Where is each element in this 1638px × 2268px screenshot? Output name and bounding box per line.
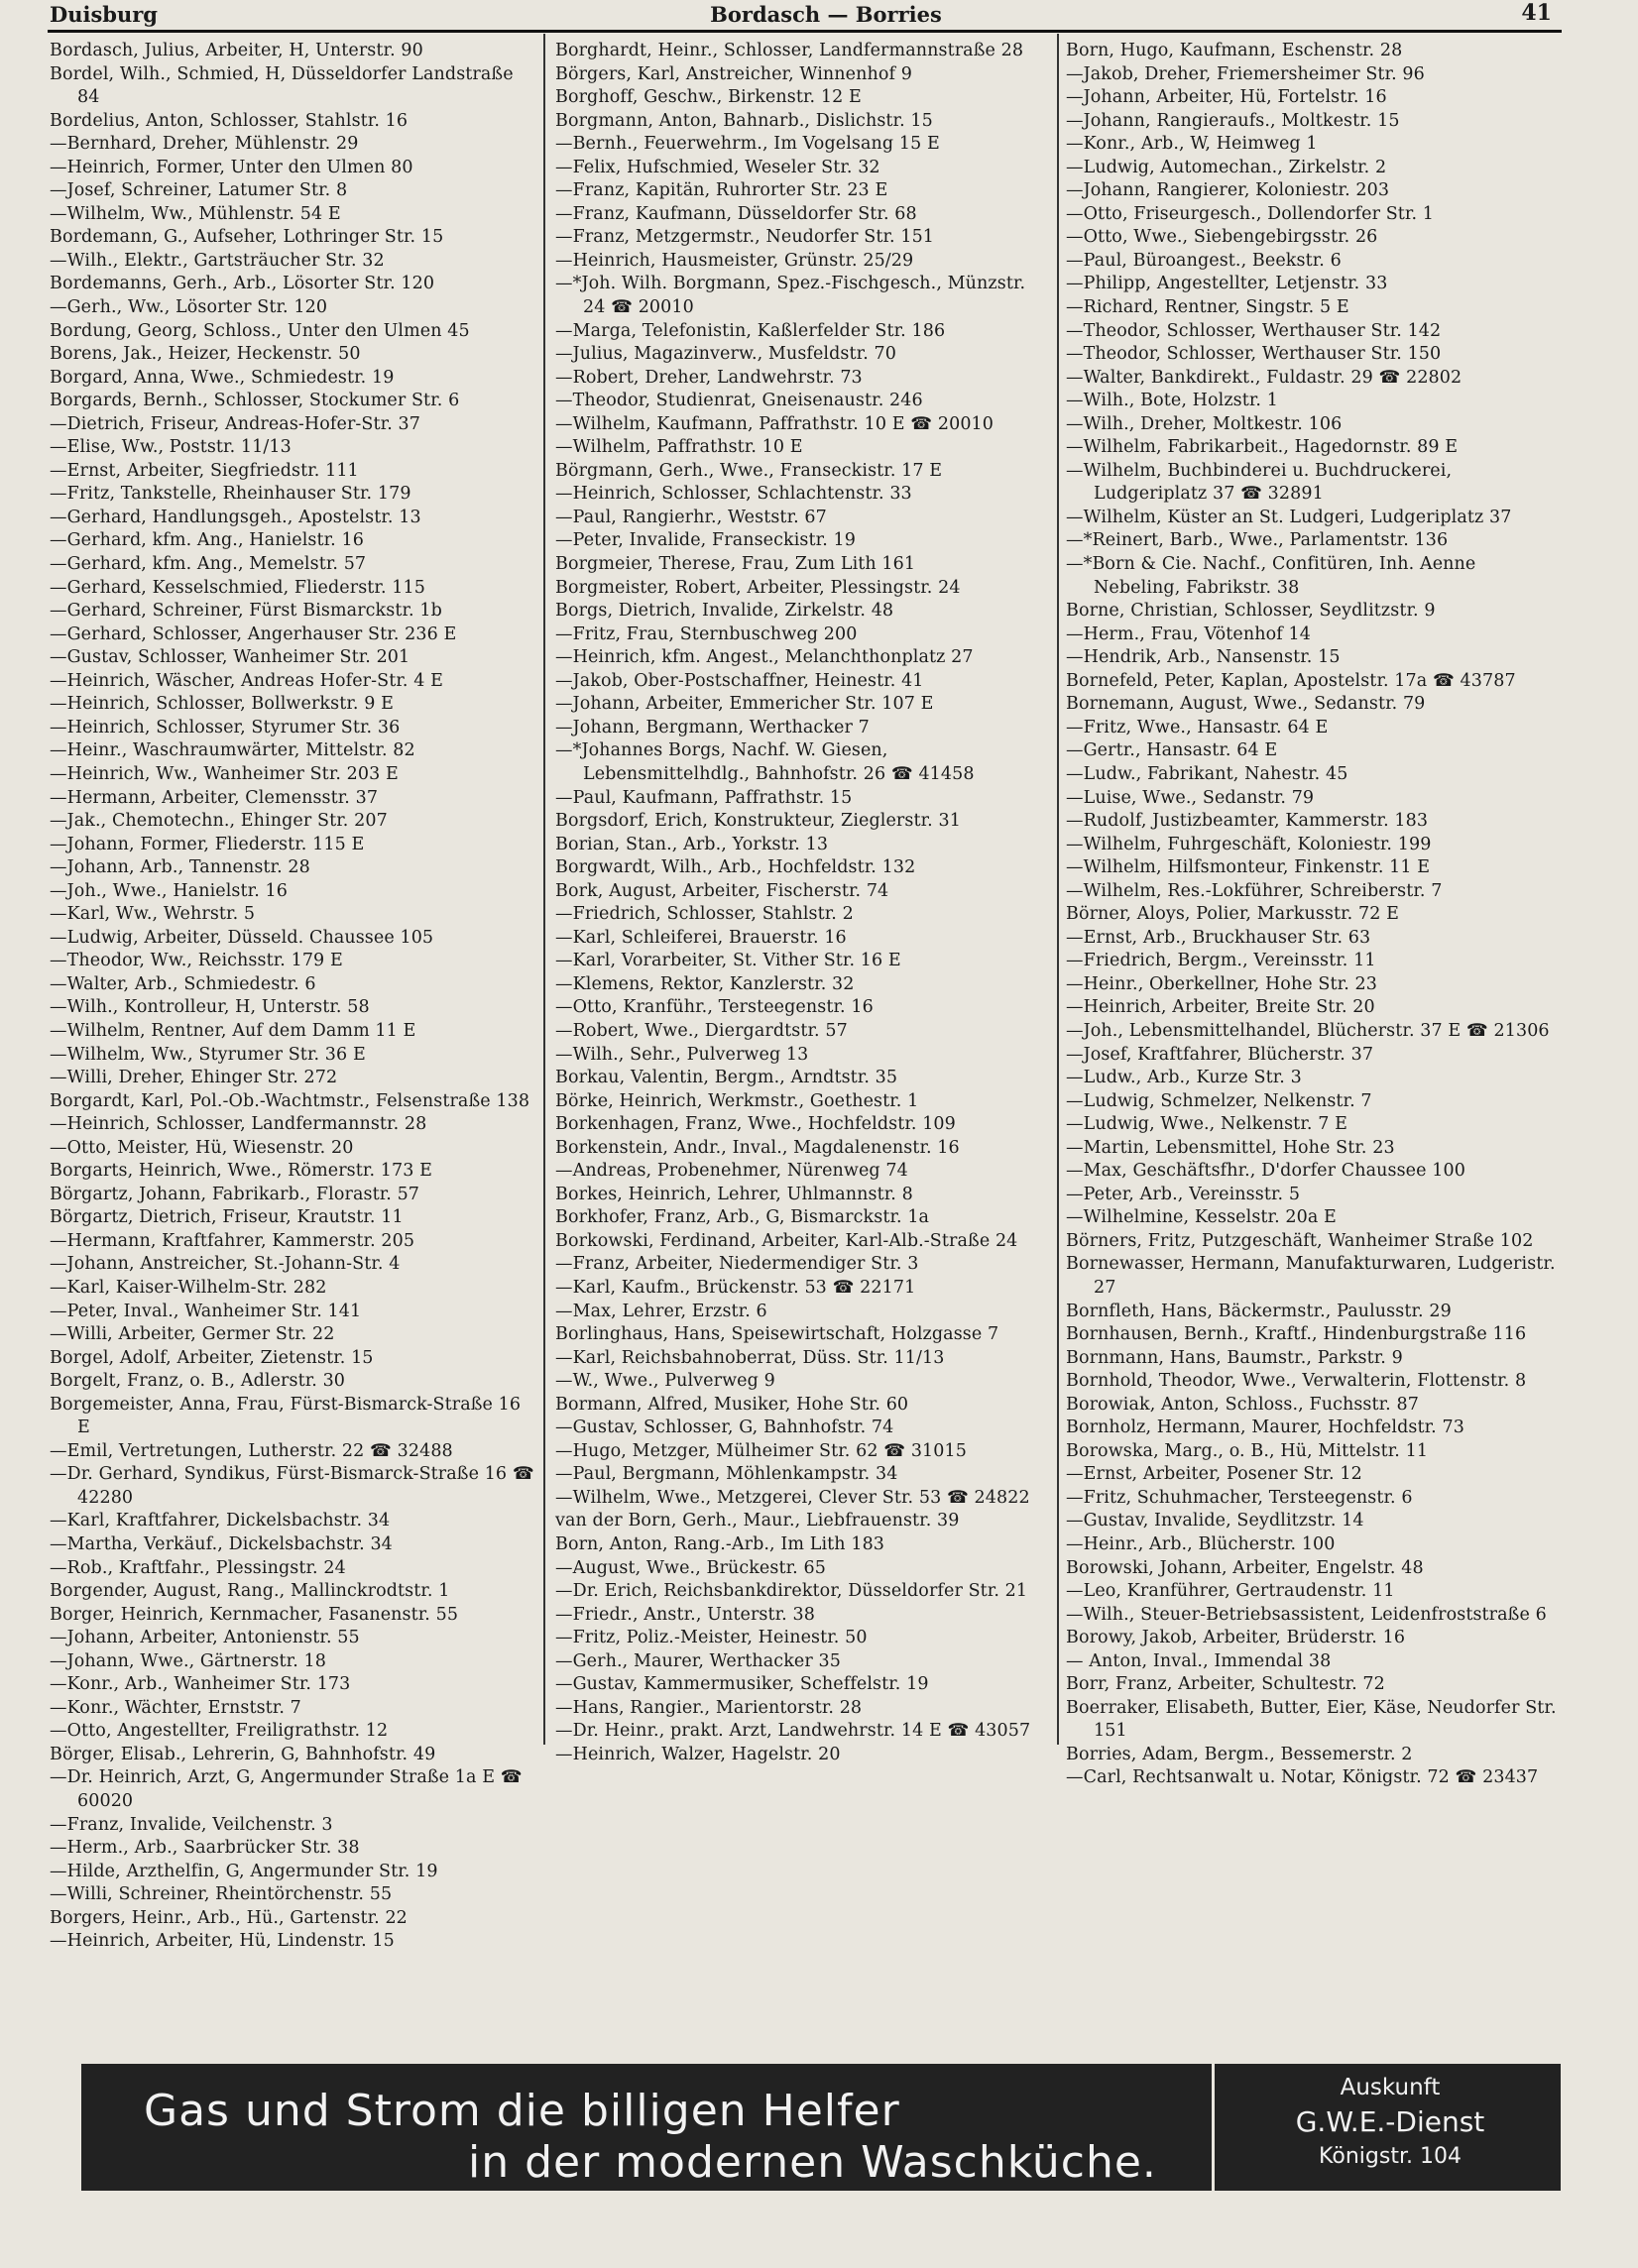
directory-entry: Borlinghaus, Hans, Speisewirtschaft, Holzgasse 7 <box>555 1324 999 1345</box>
ad-info-service: G.W.E.-Dienst <box>1295 2105 1485 2138</box>
header-rule <box>48 30 1562 33</box>
directory-entry: —Heinr., Oberkellner, Hohe Str. 23 <box>1066 973 1377 994</box>
column-2 <box>555 40 1051 1764</box>
directory-entry: —Willi, Schreiner, Rheintörchenstr. 55 <box>50 1884 393 1905</box>
directory-entry: Borger, Heinrich, Kernmacher, Fasanenstr. 55 <box>50 1604 459 1625</box>
directory-entry: Borgemeister, Anna, Frau, Fürst-Bismarck-Straße 16 E <box>50 1394 522 1438</box>
ad-slogan-line-1: Gas und Strom die billigen Helfer <box>144 2086 900 2136</box>
header-name-range: Bordasch — Borries <box>710 2 942 27</box>
directory-entry: —Gerhard, Schreiner, Fürst Bismarckstr. 1b <box>50 601 442 622</box>
directory-entry: —Joh., Wwe., Hanielstr. 16 <box>50 880 288 901</box>
directory-entry: Borgard, Anna, Wwe., Schmiedestr. 19 <box>50 367 395 388</box>
directory-entry: —Karl, Reichsbahnoberrat, Düss. Str. 11/13 <box>555 1347 945 1368</box>
directory-entry: —Herm., Frau, Vötenhof 14 <box>1066 624 1311 644</box>
directory-entry: —Theodor, Ww., Reichsstr. 179 E <box>50 951 343 971</box>
directory-entry: —Johann, Rangieraufs., Moltkestr. 15 <box>1066 110 1400 131</box>
directory-entry: —Felix, Hufschmied, Weseler Str. 32 <box>555 157 880 177</box>
directory-entry: —Carl, Rechtsanwalt u. Notar, Königstr. 72 ☎ 23437 <box>1066 1767 1539 1788</box>
directory-entry: —Wilhelm, Res.-Lokführer, Schreiberstr. 7 <box>1066 880 1443 901</box>
directory-entry: —Marga, Telefonistin, Kaßlerfelder Str. 186 <box>555 320 946 341</box>
directory-entry: Börger, Elisab., Lehrerin, G, Bahnhofstr. 49 <box>50 1744 436 1764</box>
directory-entry: —Bernh., Feuerwehrm., Im Vogelsang 15 E <box>555 134 940 155</box>
column-divider <box>543 34 545 1745</box>
directory-entry: —Karl, Kaiser-Wilhelm-Str. 282 <box>50 1277 327 1298</box>
directory-entry: —Philipp, Angestellter, Letjenstr. 33 <box>1066 274 1388 294</box>
directory-entry: Bornhausen, Bernh., Kraftf., Hindenburgstraße 116 <box>1066 1324 1527 1345</box>
directory-entry: —Martin, Lebensmittel, Hohe Str. 23 <box>1066 1137 1395 1158</box>
directory-entry: —Ludw., Fabrikant, Nahestr. 45 <box>1066 763 1348 784</box>
directory-entry: —*Born & Cie. Nachf., Confitüren, Inh. Aenne Nebeling, Fabrikstr. 38 <box>1066 554 1476 598</box>
directory-entry: —Gustav, Invalide, Seydlitzstr. 14 <box>1066 1511 1364 1531</box>
directory-entry: Borowiak, Anton, Schloss., Fuchsstr. 87 <box>1066 1394 1419 1415</box>
directory-entry: —Ludwig, Schmelzer, Nelkenstr. 7 <box>1066 1090 1372 1111</box>
ad-divider <box>1212 2064 1215 2191</box>
column-1 <box>50 40 535 1952</box>
directory-entry: Borne, Christian, Schlosser, Seydlitzstr. 9 <box>1066 601 1436 622</box>
directory-entry: Borgel, Adolf, Arbeiter, Zietenstr. 15 <box>50 1347 374 1368</box>
directory-entry: —Wilhelm, Hilfsmonteur, Finkenstr. 11 E <box>1066 857 1431 878</box>
directory-entry: —Paul, Rangierhr., Weststr. 67 <box>555 507 827 527</box>
directory-entry: Borghoff, Geschw., Birkenstr. 12 E <box>555 87 862 108</box>
directory-entry: —Wilhelm, Fabrikarbeit., Hagedornstr. 89 E <box>1066 437 1459 458</box>
directory-entry: —Gertr., Hansastr. 64 E <box>1066 740 1278 761</box>
directory-entry: —Heinrich, Schlosser, Bollwerkstr. 9 E <box>50 694 394 715</box>
directory-entry: Bordasch, Julius, Arbeiter, H, Unterstr. 90 <box>50 41 423 60</box>
directory-entry: —Peter, Invalide, Franseckistr. 19 <box>555 530 856 551</box>
directory-entry: —Emil, Vertretungen, Lutherstr. 22 ☎ 32488 <box>50 1440 453 1461</box>
directory-entry: —Fritz, Wwe., Hansastr. 64 E <box>1066 717 1329 737</box>
directory-entry: Bornmann, Hans, Baumstr., Parkstr. 9 <box>1066 1347 1403 1368</box>
directory-entry: —Friedrich, Schlosser, Stahlstr. 2 <box>555 904 854 925</box>
directory-entry: —Hans, Rangier., Marientorstr. 28 <box>555 1697 863 1718</box>
directory-entry: —Ernst, Arbeiter, Posener Str. 12 <box>1066 1464 1362 1485</box>
directory-entry: —Theodor, Studienrat, Gneisenaustr. 246 <box>555 391 923 411</box>
directory-entry: —Theodor, Schlosser, Werthauser Str. 142 <box>1066 320 1442 341</box>
directory-entry: —Max, Lehrer, Erzstr. 6 <box>555 1301 767 1321</box>
directory-entry: Borghardt, Heinr., Schlosser, Landfermannstraße 28 <box>555 41 1024 60</box>
directory-entry: —Franz, Kapitän, Ruhrorter Str. 23 E <box>555 180 888 201</box>
directory-entry: Bork, August, Arbeiter, Fischerstr. 74 <box>555 880 889 901</box>
directory-entry: —Wilhelm, Rentner, Auf dem Damm 11 E <box>50 1020 416 1041</box>
directory-entry: —Peter, Inval., Wanheimer Str. 141 <box>50 1301 362 1321</box>
directory-entry: —Johann, Arbeiter, Hü, Fortelstr. 16 <box>1066 87 1387 108</box>
directory-entry: —Johann, Wwe., Gärtnerstr. 18 <box>50 1650 326 1671</box>
directory-entry: —Wilhelm, Ww., Styrumer Str. 36 E <box>50 1044 366 1065</box>
directory-entry: Börgartz, Dietrich, Friseur, Krautstr. 11 <box>50 1207 404 1228</box>
directory-entry: Borgender, August, Rang., Mallinckrodtstr. 1 <box>50 1581 450 1602</box>
directory-entry: —Gerhard, kfm. Ang., Memelstr. 57 <box>50 554 367 575</box>
directory-entry: Bornfleth, Hans, Bäckermstr., Paulusstr. 29 <box>1066 1301 1452 1321</box>
directory-entry: Borries, Adam, Bergm., Bessemerstr. 2 <box>1066 1744 1413 1764</box>
directory-entry: Borowski, Johann, Arbeiter, Engelstr. 48 <box>1066 1557 1424 1578</box>
directory-entry: —Ludwig, Arbeiter, Düsseld. Chaussee 105 <box>50 927 434 948</box>
directory-entry: —Jakob, Ober-Postschaffner, Heinestr. 41 <box>555 670 924 691</box>
directory-entry: —*Joh. Wilh. Borgmann, Spez.-Fischgesch., Münzstr. 24 ☎ 20010 <box>555 274 1026 318</box>
directory-entry: —Josef, Kraftfahrer, Blücherstr. 37 <box>1066 1044 1374 1065</box>
directory-entry: Bordel, Wilh., Schmied, H, Düsseldorfer Landstraße 84 <box>50 63 514 108</box>
directory-entry: —Karl, Kraftfahrer, Dickelsbachstr. 34 <box>50 1511 391 1531</box>
directory-entry: Börners, Fritz, Putzgeschäft, Wanheimer Straße 102 <box>1066 1230 1534 1251</box>
directory-entry: Borgelt, Franz, o. B., Adlerstr. 30 <box>50 1371 346 1392</box>
directory-entry: Börgers, Karl, Anstreicher, Winnenhof 9 <box>555 63 912 84</box>
directory-entry: Börner, Aloys, Polier, Markusstr. 72 E <box>1066 904 1400 925</box>
directory-entry: —Walter, Bankdirekt., Fuldastr. 29 ☎ 22802 <box>1066 367 1462 388</box>
directory-entry: Bornewasser, Hermann, Manufakturwaren, Ludgeristr. 27 <box>1066 1254 1556 1298</box>
directory-entry: —Gustav, Schlosser, Wanheimer Str. 201 <box>50 647 410 668</box>
directory-entry: —Gerhard, Schlosser, Angerhauser Str. 236 E <box>50 624 457 644</box>
directory-entry: Born, Anton, Rang.-Arb., Im Lith 183 <box>555 1534 885 1554</box>
directory-entry: —Wilh., Steuer-Betriebsassistent, Leidenfroststraße 6 <box>1066 1604 1547 1625</box>
directory-entry: —Wilhelm, Wwe., Metzgerei, Clever Str. 53 ☎ 24822 <box>555 1487 1030 1508</box>
directory-entry: Bornemann, August, Wwe., Sedanstr. 79 <box>1066 694 1426 715</box>
directory-entry: —Karl, Ww., Wehrstr. 5 <box>50 904 256 925</box>
directory-entry: —Gustav, Kammermusiker, Scheffelstr. 19 <box>555 1674 929 1695</box>
column-divider <box>1057 34 1059 1745</box>
directory-entry: —Hermann, Arbeiter, Clemensstr. 37 <box>50 787 379 808</box>
directory-entry: —Ludw., Arb., Kurze Str. 3 <box>1066 1068 1302 1088</box>
directory-entry: —Willi, Arbeiter, Germer Str. 22 <box>50 1324 335 1345</box>
directory-entry: —Heinrich, kfm. Angest., Melanchthonplatz 27 <box>555 647 974 668</box>
directory-entry: —Wilh., Sehr., Pulverweg 13 <box>555 1044 809 1065</box>
directory-entry: —Josef, Schreiner, Latumer Str. 8 <box>50 180 348 201</box>
directory-entry: van der Born, Gerh., Maur., Liebfrauenstr. 39 <box>555 1511 960 1531</box>
directory-entry: Bordelius, Anton, Schlosser, Stahlstr. 16 <box>50 110 409 131</box>
directory-entry: —Wilhelmine, Kesselstr. 20a E <box>1066 1207 1337 1228</box>
directory-entry: —Fritz, Schuhmacher, Tersteegenstr. 6 <box>1066 1487 1413 1508</box>
directory-entry: —Heinrich, Schlosser, Landfermannstr. 28 <box>50 1114 427 1135</box>
directory-entry: Borkes, Heinrich, Lehrer, Uhlmannstr. 8 <box>555 1184 913 1204</box>
directory-entry: Boerraker, Elisabeth, Butter, Eier, Käse, Neudorfer Str. 151 <box>1066 1697 1557 1742</box>
directory-entry: —Robert, Dreher, Landwehrstr. 73 <box>555 367 863 388</box>
directory-entry: —Dr. Erich, Reichsbankdirektor, Düsseldorfer Str. 21 <box>555 1581 1028 1602</box>
directory-entry: —Gerhard, Handlungsgeh., Apostelstr. 13 <box>50 507 421 527</box>
directory-entry: —Ludwig, Automechan., Zirkelstr. 2 <box>1066 157 1387 177</box>
directory-entry: —Heinrich, Arbeiter, Hü, Lindenstr. 15 <box>50 1931 395 1952</box>
directory-entry: —Dr. Heinr., prakt. Arzt, Landwehrstr. 14 E ☎ 43057 <box>555 1721 1031 1742</box>
directory-entry: —Heinrich, Arbeiter, Breite Str. 20 <box>1066 997 1375 1018</box>
directory-entry: Bornholz, Hermann, Maurer, Hochfeldstr. 73 <box>1066 1418 1464 1438</box>
directory-entry: Börke, Heinrich, Werkmstr., Goethestr. 1 <box>555 1090 919 1111</box>
directory-entry: —Johann, Former, Fliederstr. 115 E <box>50 834 365 854</box>
directory-entry: Borkowski, Ferdinand, Arbeiter, Karl-Alb.-Straße 24 <box>555 1230 1018 1251</box>
directory-entry: —Wilhelm, Küster an St. Ludgeri, Ludgeriplatz 37 <box>1066 507 1512 527</box>
directory-entry: —Wilhelm, Buchbinderei u. Buchdruckerei, Ludgeriplatz 37 ☎ 32891 <box>1066 460 1453 505</box>
directory-entry: —Dr. Gerhard, Syndikus, Fürst-Bismarck-Straße 16 ☎ 42280 <box>50 1464 534 1508</box>
directory-entry: Borr, Franz, Arbeiter, Schultestr. 72 <box>1066 1674 1385 1695</box>
directory-entry: —Jakob, Dreher, Friemersheimer Str. 96 <box>1066 63 1425 84</box>
directory-entry: Bornhold, Theodor, Wwe., Verwalterin, Flottenstr. 8 <box>1066 1371 1527 1392</box>
ad-info-address: Königstr. 104 <box>1319 2144 1462 2169</box>
directory-entry: —Robert, Wwe., Diergardtstr. 57 <box>555 1020 848 1041</box>
directory-entry: —Heinrich, Ww., Wanheimer Str. 203 E <box>50 763 399 784</box>
directory-entry: —Johann, Arbeiter, Emmericher Str. 107 E <box>555 694 934 715</box>
directory-entry: —Franz, Kaufmann, Düsseldorfer Str. 68 <box>555 203 917 224</box>
directory-entry: —Martha, Verkäuf., Dickelsbachstr. 34 <box>50 1534 393 1554</box>
directory-entry: —Heinrich, Wäscher, Andreas Hofer-Str. 4 E <box>50 670 444 691</box>
directory-entry: —*Reinert, Barb., Wwe., Parlamentstr. 136 <box>1066 530 1449 551</box>
directory-entry: —Johann, Rangierer, Koloniestr. 203 <box>1066 180 1390 201</box>
directory-entry: Borowy, Jakob, Arbeiter, Brüderstr. 16 <box>1066 1628 1406 1648</box>
directory-entry: —Gerh., Ww., Lösorter Str. 120 <box>50 297 328 318</box>
directory-entry: —Ernst, Arbeiter, Siegfriedstr. 111 <box>50 460 359 481</box>
directory-entry: —Johann, Anstreicher, St.-Johann-Str. 4 <box>50 1254 401 1275</box>
directory-entry: —Franz, Invalide, Veilchenstr. 3 <box>50 1814 333 1835</box>
header-city: Duisburg <box>50 2 158 27</box>
directory-entry: —Heinrich, Schlosser, Styrumer Str. 36 <box>50 717 401 737</box>
directory-entry: —Leo, Kranführer, Gertraudenstr. 11 <box>1066 1581 1395 1602</box>
directory-entry: —Heinr., Arb., Blücherstr. 100 <box>1066 1534 1336 1554</box>
directory-entry: —Heinrich, Schlosser, Schlachtenstr. 33 <box>555 484 912 505</box>
directory-entry: —Wilhelm, Ww., Mühlenstr. 54 E <box>50 203 341 224</box>
directory-entry: —Dietrich, Friseur, Andreas-Hofer-Str. 37 <box>50 413 420 434</box>
directory-entry: —Konr., Wächter, Ernststr. 7 <box>50 1697 301 1718</box>
directory-entry: —Johann, Arbeiter, Antonienstr. 55 <box>50 1628 360 1648</box>
directory-entry: — Anton, Inval., Immendal 38 <box>1066 1650 1332 1671</box>
directory-entry: —Hugo, Metzger, Mülheimer Str. 62 ☎ 31015 <box>555 1440 967 1461</box>
directory-entry: —Julius, Magazinverw., Musfeldstr. 70 <box>555 344 896 365</box>
directory-entry: Borens, Jak., Heizer, Heckenstr. 50 <box>50 344 361 365</box>
directory-entry: Borgsdorf, Erich, Konstrukteur, Zieglerstr. 31 <box>555 811 961 832</box>
directory-entry: Borgmeister, Robert, Arbeiter, Plessingstr. 24 <box>555 577 961 598</box>
advertisement-banner <box>81 2064 1561 2191</box>
directory-entry: —Klemens, Rektor, Kanzlerstr. 32 <box>555 973 855 994</box>
directory-entry: —Heinr., Waschraumwärter, Mittelstr. 82 <box>50 740 415 761</box>
directory-entry: —Richard, Rentner, Singstr. 5 E <box>1066 297 1349 318</box>
directory-entry: —Gustav, Schlosser, G, Bahnhofstr. 74 <box>555 1418 894 1438</box>
directory-entry: —Ludwig, Wwe., Nelkenstr. 7 E <box>1066 1114 1347 1135</box>
directory-entry: —Gerhard, Kesselschmied, Fliederstr. 115 <box>50 577 426 598</box>
directory-entry: —Friedr., Anstr., Unterstr. 38 <box>555 1604 815 1625</box>
directory-entry: —Heinrich, Former, Unter den Ulmen 80 <box>50 157 413 177</box>
ad-info-box <box>1222 2072 1559 2173</box>
directory-entry: Bordemanns, Gerh., Arb., Lösorter Str. 120 <box>50 274 435 294</box>
directory-entry: —Hilde, Arzthelfin, G, Angermunder Str. 19 <box>50 1861 438 1881</box>
directory-entry: —Gerhard, kfm. Ang., Hanielstr. 16 <box>50 530 364 551</box>
directory-entry: Borkenhagen, Franz, Wwe., Hochfeldstr. 109 <box>555 1114 956 1135</box>
directory-entry: —Herm., Arb., Saarbrücker Str. 38 <box>50 1838 360 1859</box>
column-3 <box>1066 40 1567 1788</box>
directory-entry: Borkhofer, Franz, Arb., G, Bismarckstr. 1a <box>555 1207 930 1228</box>
directory-entry: Borgmann, Anton, Bahnarb., Dislichstr. 15 <box>555 110 933 131</box>
directory-entry: Börgmann, Gerh., Wwe., Franseckistr. 17 E <box>555 460 943 481</box>
directory-entry: —Karl, Vorarbeiter, St. Vither Str. 16 E <box>555 951 901 971</box>
directory-entry: Borgarts, Heinrich, Wwe., Römerstr. 173 E <box>50 1161 433 1182</box>
directory-entry: —Otto, Kranführ., Tersteegenstr. 16 <box>555 997 874 1018</box>
directory-entry: Borgards, Bernh., Schlosser, Stockumer Str. 6 <box>50 391 460 411</box>
directory-entry: —Karl, Kaufm., Brückenstr. 53 ☎ 22171 <box>555 1277 916 1298</box>
directory-entry: —Wilhelm, Kaufmann, Paffrathstr. 10 E ☎ 20010 <box>555 413 994 434</box>
directory-entry: —Wilhelm, Paffrathstr. 10 E <box>555 437 803 458</box>
directory-entry: —Wilh., Elektr., Gartsträucher Str. 32 <box>50 250 385 271</box>
directory-entry: Borgers, Heinr., Arb., Hü., Gartenstr. 22 <box>50 1907 408 1928</box>
directory-entry: Borgardt, Karl, Pol.-Ob.-Wachtmstr., Felsenstraße 138 <box>50 1090 530 1111</box>
directory-entry: —Paul, Bergmann, Möhlenkampstr. 34 <box>555 1464 898 1485</box>
directory-entry: Borgmeier, Therese, Frau, Zum Lith 161 <box>555 554 916 575</box>
directory-entry: Borgwardt, Wilh., Arb., Hochfeldstr. 132 <box>555 857 916 878</box>
directory-entry: —Konr., Arb., Wanheimer Str. 173 <box>50 1674 351 1695</box>
directory-entry: —Friedrich, Bergm., Vereinsstr. 11 <box>1066 951 1376 971</box>
directory-entry: Bornefeld, Peter, Kaplan, Apostelstr. 17a ☎ 43787 <box>1066 670 1516 691</box>
directory-entry: Borkau, Valentin, Bergm., Arndtstr. 35 <box>555 1068 898 1088</box>
directory-entry: —August, Wwe., Brückestr. 65 <box>555 1557 826 1578</box>
directory-entry: —Otto, Wwe., Siebengebirgsstr. 26 <box>1066 227 1378 248</box>
directory-entry: —Walter, Arb., Schmiedestr. 6 <box>50 973 316 994</box>
ad-slogan-line-2: in der modernen Waschküche. <box>468 2137 1157 2188</box>
directory-entry: —Wilh., Dreher, Moltkestr. 106 <box>1066 413 1343 434</box>
directory-entry: —Otto, Friseurgesch., Dollendorfer Str. 1 <box>1066 203 1435 224</box>
directory-entry: —Johann, Bergmann, Werthacker 7 <box>555 717 870 737</box>
directory-entry: —Rob., Kraftfahr., Plessingstr. 24 <box>50 1557 346 1578</box>
directory-entry: Borkenstein, Andr., Inval., Magdalenenstr. 16 <box>555 1137 960 1158</box>
directory-entry: —Hendrik, Arb., Nansenstr. 15 <box>1066 647 1341 668</box>
directory-entry: —Fritz, Tankstelle, Rheinhauser Str. 179 <box>50 484 411 505</box>
directory-entry: —Luise, Wwe., Sedanstr. 79 <box>1066 787 1315 808</box>
directory-entry: —Willi, Dreher, Ehinger Str. 272 <box>50 1068 338 1088</box>
directory-entry: —Franz, Arbeiter, Niedermendiger Str. 3 <box>555 1254 919 1275</box>
directory-entry: Bormann, Alfred, Musiker, Hohe Str. 60 <box>555 1394 909 1415</box>
directory-entry: —Gerh., Maurer, Werthacker 35 <box>555 1650 841 1671</box>
directory-entry: Bordung, Georg, Schloss., Unter den Ulmen 45 <box>50 320 470 341</box>
directory-entry: —Karl, Schleiferei, Brauerstr. 16 <box>555 927 847 948</box>
directory-entry: —Bernhard, Dreher, Mühlenstr. 29 <box>50 134 359 155</box>
directory-entry: —Elise, Ww., Poststr. 11/13 <box>50 437 292 458</box>
directory-entry: —Franz, Metzgermstr., Neudorfer Str. 151 <box>555 227 935 248</box>
directory-entry: —*Johannes Borgs, Nachf. W. Giesen, Lebensmittelhdlg., Bahnhofstr. 26 ☎ 41458 <box>555 740 975 784</box>
directory-entry: —Heinrich, Walzer, Hagelstr. 20 <box>555 1744 841 1764</box>
directory-entry: —Fritz, Poliz.-Meister, Heinestr. 50 <box>555 1628 868 1648</box>
directory-entry: Born, Hugo, Kaufmann, Eschenstr. 28 <box>1066 41 1403 60</box>
directory-entry: —Heinrich, Hausmeister, Grünstr. 25/29 <box>555 250 914 271</box>
directory-entry: —Joh., Lebensmittelhandel, Blücherstr. 37 E ☎ 21306 <box>1066 1020 1550 1041</box>
directory-entry: —Rudolf, Justizbeamter, Kammerstr. 183 <box>1066 811 1429 832</box>
directory-entry: —Johann, Arb., Tannenstr. 28 <box>50 857 310 878</box>
directory-entry: Börgartz, Johann, Fabrikarb., Florastr. 57 <box>50 1184 420 1204</box>
directory-entry: —Otto, Meister, Hü, Wiesenstr. 20 <box>50 1137 354 1158</box>
directory-entry: —Konr., Arb., W, Heimweg 1 <box>1066 134 1318 155</box>
directory-entry: —Theodor, Schlosser, Werthauser Str. 150 <box>1066 344 1442 365</box>
directory-entry: —Dr. Heinrich, Arzt, G, Angermunder Straße 1a E ☎ 60020 <box>50 1767 523 1812</box>
directory-entry: —Peter, Arb., Vereinsstr. 5 <box>1066 1184 1301 1204</box>
page-number: 41 <box>1521 0 1552 26</box>
directory-entry: —Wilhelm, Fuhrgeschäft, Koloniestr. 199 <box>1066 834 1432 854</box>
directory-entry: —Max, Geschäftsfhr., D'dorfer Chaussee 100 <box>1066 1161 1465 1182</box>
directory-entry: Borian, Stan., Arb., Yorkstr. 13 <box>555 834 829 854</box>
directory-entry: —Andreas, Probenehmer, Nürenweg 74 <box>555 1161 908 1182</box>
directory-entry: Borgs, Dietrich, Invalide, Zirkelstr. 48 <box>555 601 894 622</box>
page-header <box>50 2 1552 28</box>
directory-entry: —Jak., Chemotechn., Ehinger Str. 207 <box>50 811 388 832</box>
directory-entry: —W., Wwe., Pulverweg 9 <box>555 1371 775 1392</box>
directory-entry: —Paul, Kaufmann, Paffrathstr. 15 <box>555 787 853 808</box>
directory-entry: —Wilh., Bote, Holzstr. 1 <box>1066 391 1278 411</box>
directory-entry: Borowska, Marg., o. B., Hü, Mittelstr. 11 <box>1066 1440 1429 1461</box>
directory-entry: —Ernst, Arb., Bruckhauser Str. 63 <box>1066 927 1371 948</box>
directory-entry: —Paul, Büroangest., Beekstr. 6 <box>1066 250 1342 271</box>
ad-info-title: Auskunft <box>1340 2075 1441 2100</box>
directory-entry: —Fritz, Frau, Sternbuschweg 200 <box>555 624 858 644</box>
directory-entry: —Otto, Angestellter, Freiligrathstr. 12 <box>50 1721 389 1742</box>
directory-entry: —Wilh., Kontrolleur, H, Unterstr. 58 <box>50 997 370 1018</box>
directory-entry: Bordemann, G., Aufseher, Lothringer Str. 15 <box>50 227 444 248</box>
directory-entry: —Hermann, Kraftfahrer, Kammerstr. 205 <box>50 1230 415 1251</box>
